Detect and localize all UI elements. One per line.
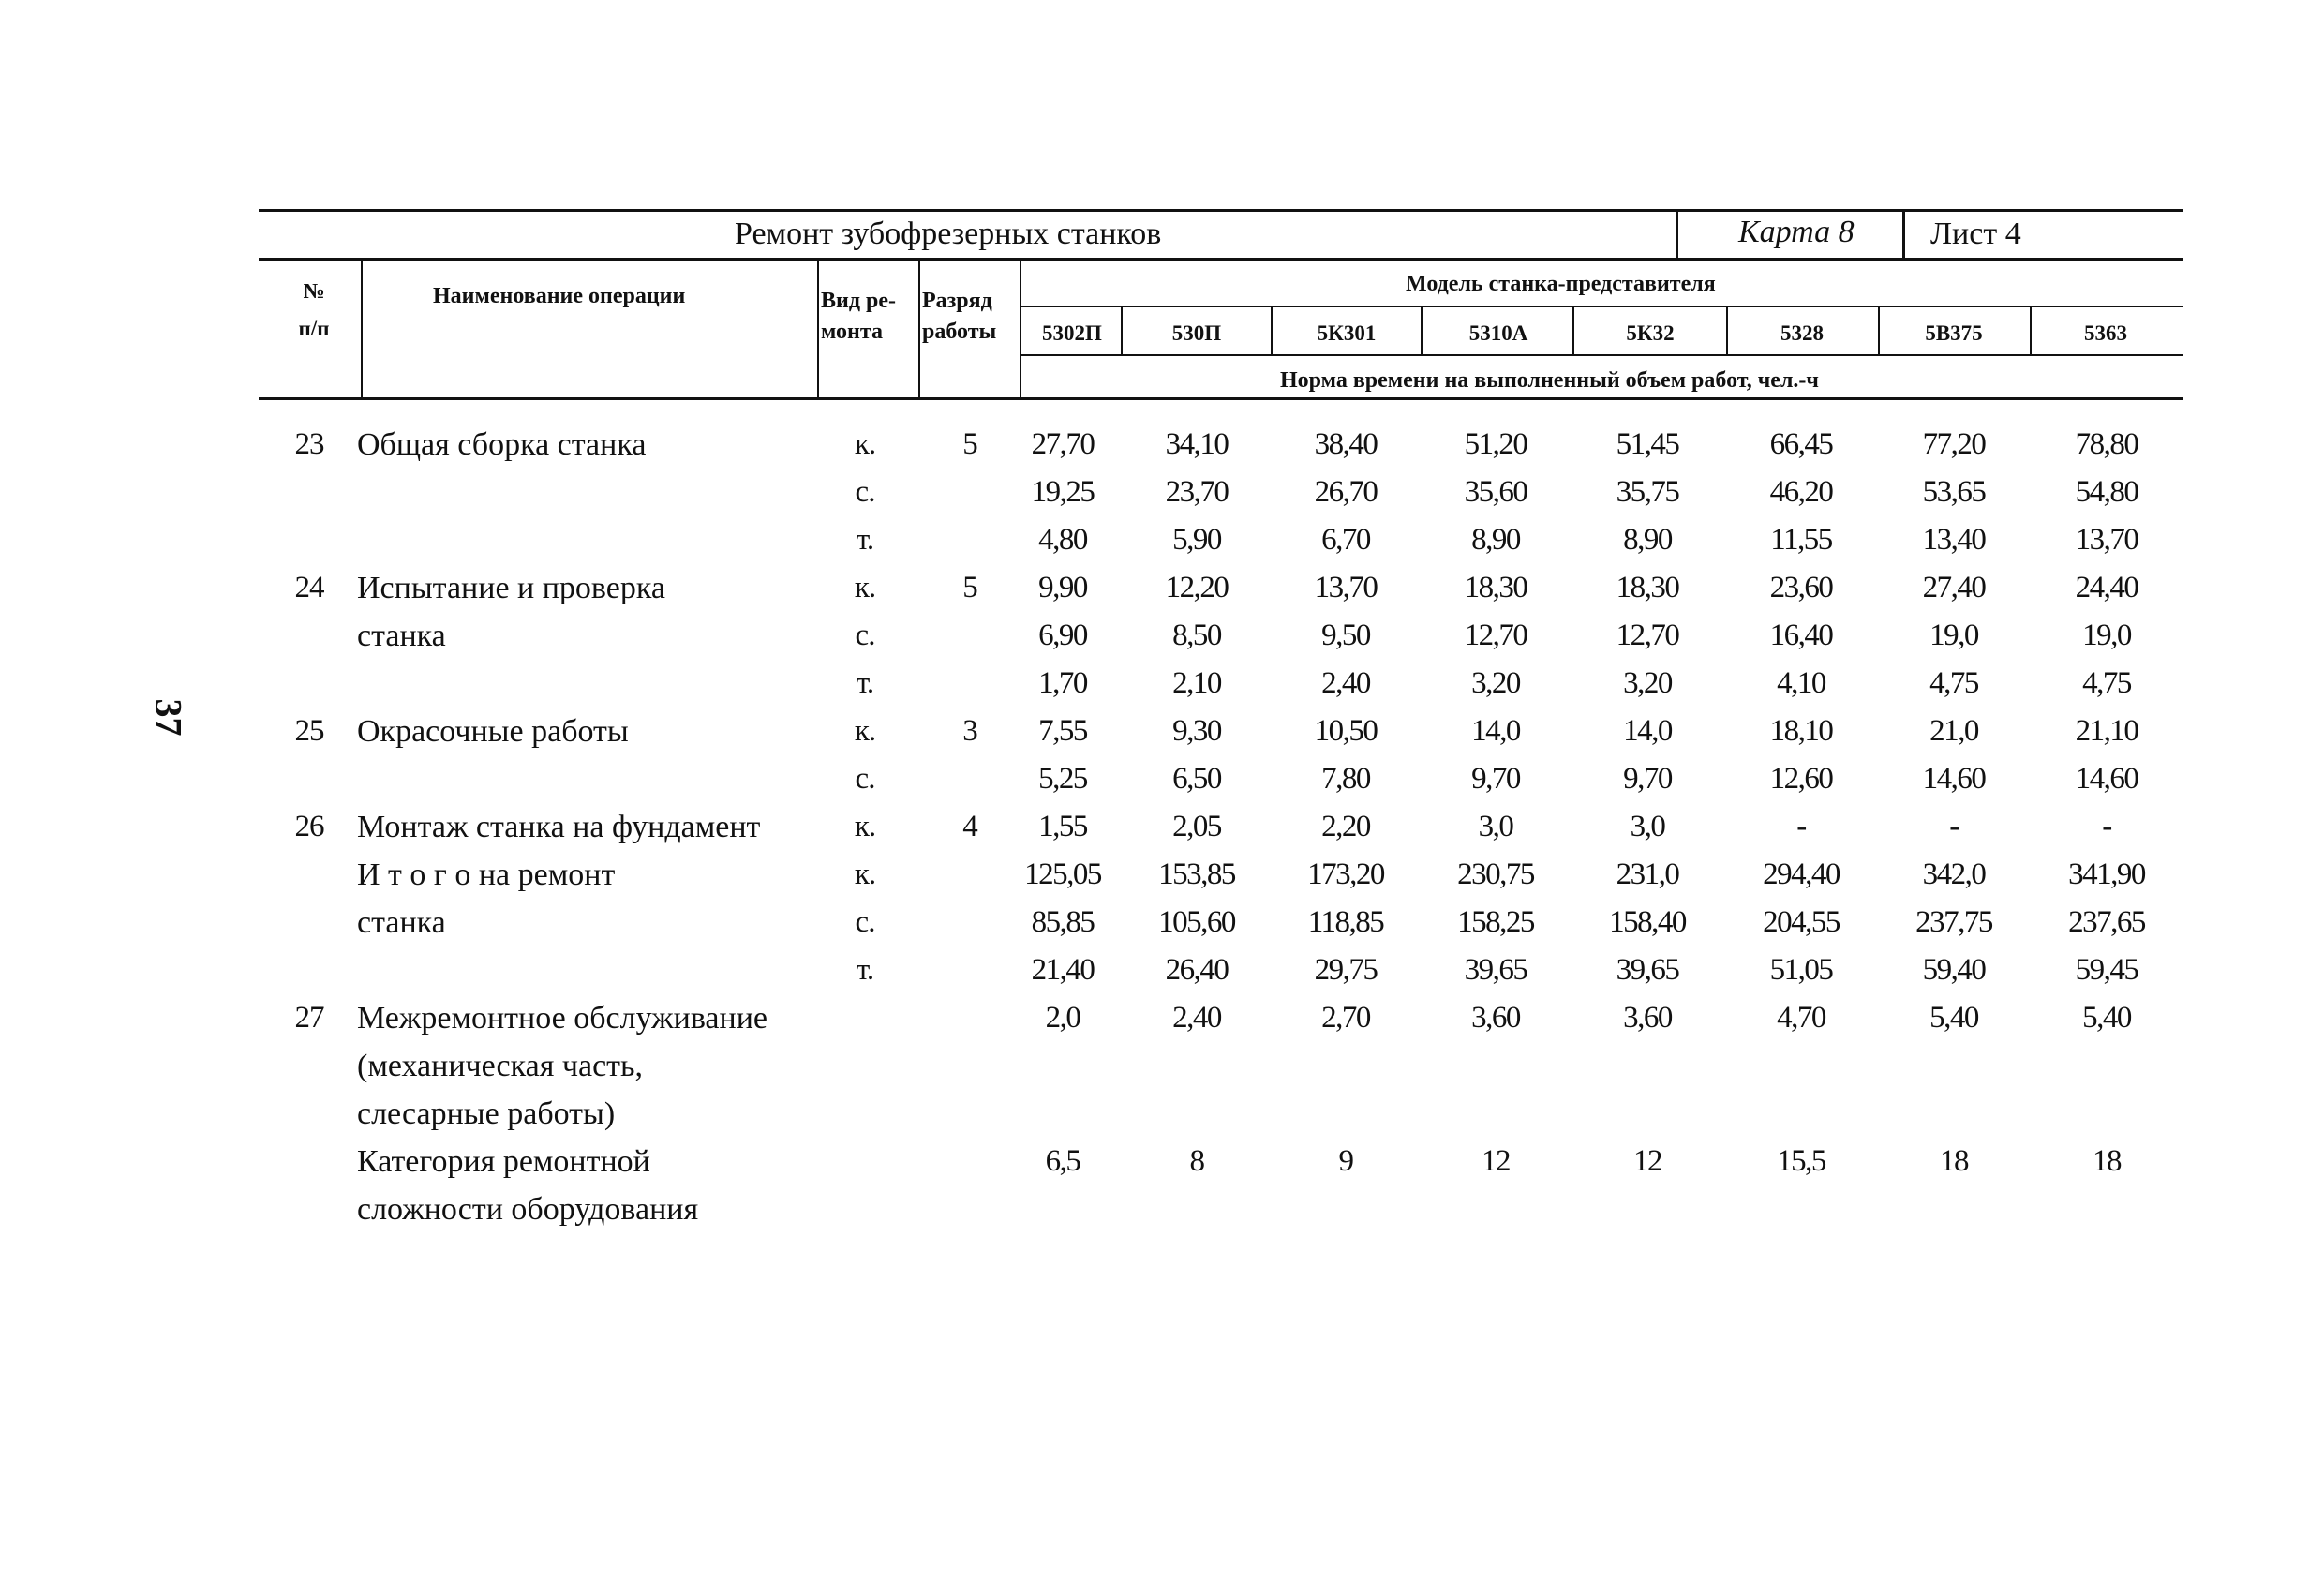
norm-value: 1,55 [1038,810,1087,843]
norm-value: 14,0 [1471,714,1520,748]
row-number: 26 [294,810,324,843]
norm-value: 231,0 [1616,857,1679,891]
norm-value: 3,60 [1471,1001,1520,1035]
norm-value: 4,75 [2082,666,2131,700]
norm-value: 14,60 [1922,762,1986,796]
norm-value: 230,75 [1457,857,1534,891]
norm-value: 105,60 [1158,905,1235,939]
operation-name: станка [357,619,446,653]
norm-value: 13,70 [2075,523,2138,557]
col-grade-header: Разряд [922,289,992,313]
norm-value: 19,25 [1031,475,1095,509]
norm-value: 153,85 [1158,857,1235,891]
col-repair-type-header-2: монта [821,320,883,344]
norm-value: 4,70 [1777,1001,1825,1035]
norm-value: 21,40 [1031,953,1095,987]
norm-value: 2,20 [1321,810,1370,843]
norm-value: 12,70 [1464,619,1527,652]
col-no-header-2: п/п [298,317,330,340]
norm-value: 24,40 [2075,571,2138,604]
norm-value: 19,0 [2082,619,2131,652]
sheet-label: Лист 4 [1930,216,2021,251]
norm-value: 66,45 [1769,427,1833,461]
norm-value: 18 [1940,1144,1968,1178]
norm-value: 39,65 [1464,953,1527,987]
rule-model-4 [1572,306,1574,355]
norm-value: 13,40 [1922,523,1986,557]
norm-value: 51,20 [1464,427,1527,461]
norm-value: 158,40 [1609,905,1686,939]
model-header: 5302П [1042,321,1102,345]
col-operation-header: Наименование операции [433,284,686,308]
norm-value: 19,0 [1929,619,1978,652]
col-grade-header-2: работы [922,320,997,344]
norm-value: 12,20 [1165,571,1229,604]
norm-value: 27,40 [1922,571,1986,604]
model-header: 5К32 [1626,321,1675,345]
norm-value: 173,20 [1307,857,1384,891]
norm-value: 7,80 [1321,762,1370,796]
table-title: Ремонт зубофрезерных станков [735,216,1162,251]
norm-value: 34,10 [1165,427,1229,461]
norm-value: 3,0 [1478,810,1513,843]
norm-value: - [1796,810,1806,843]
rule-model-5 [1726,306,1728,355]
rule-col-op [817,260,819,398]
norm-value: 158,25 [1457,905,1534,939]
norm-value: 2,70 [1321,1001,1370,1035]
norm-value: 342,0 [1922,857,1986,891]
repair-type: т. [856,953,874,987]
norm-value: 125,05 [1024,857,1101,891]
norm-value: 294,40 [1763,857,1840,891]
norm-value: 78,80 [2075,427,2138,461]
rule-col-type [918,260,920,398]
norm-value: 38,40 [1314,427,1378,461]
norm-value: 9 [1338,1144,1353,1178]
norm-value: 3,20 [1623,666,1672,700]
rule-title-divider-1 [1676,211,1678,258]
repair-type: к. [854,857,876,891]
operation-name: Монтаж станка на фундамент [357,810,761,844]
norm-value: 8,90 [1471,523,1520,557]
row-number: 24 [294,571,324,604]
norm-value: - [1949,810,1959,843]
work-grade: 4 [962,810,977,843]
card-label: Карта 8 [1738,215,1855,249]
norm-value: 6,90 [1038,619,1087,652]
norm-value: 2,0 [1045,1001,1080,1035]
norm-value: 13,70 [1314,571,1378,604]
norm-value: 51,05 [1769,953,1833,987]
row-number: 27 [294,1001,324,1035]
rule-col-no [361,260,363,398]
rule-top [259,209,2183,212]
norm-value: 6,50 [1172,762,1221,796]
work-grade: 3 [962,714,977,748]
repair-type: с. [855,905,875,939]
norm-value: 8,90 [1623,523,1672,557]
repair-type: к. [854,714,876,748]
model-header: 5К301 [1317,321,1377,345]
operation-name: Общая сборка станка [357,427,647,462]
norm-value: 12,70 [1616,619,1679,652]
norm-value: 6,70 [1321,523,1370,557]
norm-value: 46,20 [1769,475,1833,509]
norm-value: 9,30 [1172,714,1221,748]
norm-value: 39,65 [1616,953,1679,987]
norm-value: 59,40 [1922,953,1986,987]
norm-value: 21,10 [2075,714,2138,748]
model-header: 5328 [1780,321,1824,345]
norm-value: 21,0 [1929,714,1978,748]
norm-value: 11,55 [1770,523,1832,557]
norm-value: 5,40 [2082,1001,2131,1035]
norm-value: 12,60 [1769,762,1833,796]
norm-value: 14,60 [2075,762,2138,796]
norm-value: 59,45 [2075,953,2138,987]
norm-value: 10,50 [1314,714,1378,748]
norm-value: 85,85 [1031,905,1095,939]
rule-model-group [1020,306,2183,307]
norm-value: 7,55 [1038,714,1087,748]
repair-type: т. [856,666,874,700]
repair-type: с. [855,762,875,796]
rule-under-title [259,258,2183,261]
rule-models [1020,354,2183,356]
norm-value: 3,0 [1630,810,1665,843]
repair-type: с. [855,619,875,652]
rule-model-7 [2030,306,2032,355]
norm-value: 204,55 [1763,905,1840,939]
norm-header: Норма времени на выполненный объем работ, чел.-ч [1280,368,1819,393]
norm-value: 2,10 [1172,666,1221,700]
rule-model-3 [1421,306,1423,355]
norm-value: 4,80 [1038,523,1087,557]
operation-name: Категория ремонтной [357,1144,650,1179]
norm-value: 18,30 [1616,571,1679,604]
norm-value: 35,60 [1464,475,1527,509]
model-header: 5В375 [1925,321,1983,345]
norm-value: 5,90 [1172,523,1221,557]
norm-value: 341,90 [2068,857,2145,891]
col-repair-type-header: Вид ре- [821,289,896,313]
row-number: 25 [294,714,324,748]
norm-value: 35,75 [1616,475,1679,509]
repair-type: с. [855,475,875,509]
norm-value: 51,45 [1616,427,1679,461]
rule-model-2 [1271,306,1273,355]
operation-name: Окрасочные работы [357,714,629,749]
model-header: 5363 [2084,321,2127,345]
norm-value: 237,65 [2068,905,2145,939]
work-grade: 5 [962,571,977,604]
norm-value: 118,85 [1307,905,1384,939]
norm-value: 12 [1633,1144,1661,1178]
norm-value: 2,05 [1172,810,1221,843]
norm-value: 9,50 [1321,619,1370,652]
operation-name: И т о г о на ремонт [357,857,616,892]
norm-value: 18,30 [1464,571,1527,604]
norm-value: 23,70 [1165,475,1229,509]
operation-name: слесарные работы) [357,1096,616,1131]
norm-value: 3,20 [1471,666,1520,700]
model-header: 530П [1171,321,1222,345]
model-header: 5310А [1468,321,1528,345]
norm-value: 9,70 [1471,762,1520,796]
norm-value: 8,50 [1172,619,1221,652]
norm-value: 237,75 [1915,905,1992,939]
row-number: 23 [294,427,324,461]
operation-name: Межремонтное обслуживание [357,1001,767,1036]
norm-value: 54,80 [2075,475,2138,509]
norm-value: 18 [2093,1144,2121,1178]
norm-value: 29,75 [1314,953,1378,987]
norm-value: 16,40 [1769,619,1833,652]
repair-type: к. [854,571,876,604]
norm-value: 12 [1482,1144,1510,1178]
norm-value: 18,10 [1769,714,1833,748]
repair-type: т. [856,523,874,557]
operation-name: станка [357,905,446,940]
norm-value: 1,70 [1038,666,1087,700]
norm-value: 3,60 [1623,1001,1672,1035]
page-number: 37 [147,698,190,737]
norm-value: 4,10 [1777,666,1825,700]
norm-value: 2,40 [1321,666,1370,700]
repair-type: к. [854,427,876,461]
norm-value: 5,40 [1929,1001,1978,1035]
rule-header-bottom [259,397,2183,400]
norm-value: 8 [1189,1144,1204,1178]
operation-name: Испытание и проверка [357,571,665,605]
norm-value: 4,75 [1929,666,1978,700]
model-group-header: Модель станка-представителя [1406,272,1716,296]
norm-value: - [2102,810,2111,843]
norm-value: 23,60 [1769,571,1833,604]
norm-value: 5,25 [1038,762,1087,796]
operation-name: (механическая часть, [357,1049,644,1083]
work-grade: 5 [962,427,977,461]
norm-value: 77,20 [1922,427,1986,461]
norm-value: 15,5 [1777,1144,1825,1178]
norm-value: 14,0 [1623,714,1672,748]
norm-value: 2,40 [1172,1001,1221,1035]
norm-value: 9,70 [1623,762,1672,796]
rule-model-6 [1878,306,1880,355]
norm-value: 27,70 [1031,427,1095,461]
norm-value: 53,65 [1922,475,1986,509]
norm-value: 26,70 [1314,475,1378,509]
repair-type: к. [854,810,876,843]
norm-value: 9,90 [1038,571,1087,604]
operation-name: сложности оборудования [357,1192,699,1227]
norm-value: 6,5 [1045,1144,1080,1178]
rule-title-divider-2 [1902,211,1905,258]
col-no-header: № [303,279,325,303]
norm-value: 26,40 [1165,953,1229,987]
